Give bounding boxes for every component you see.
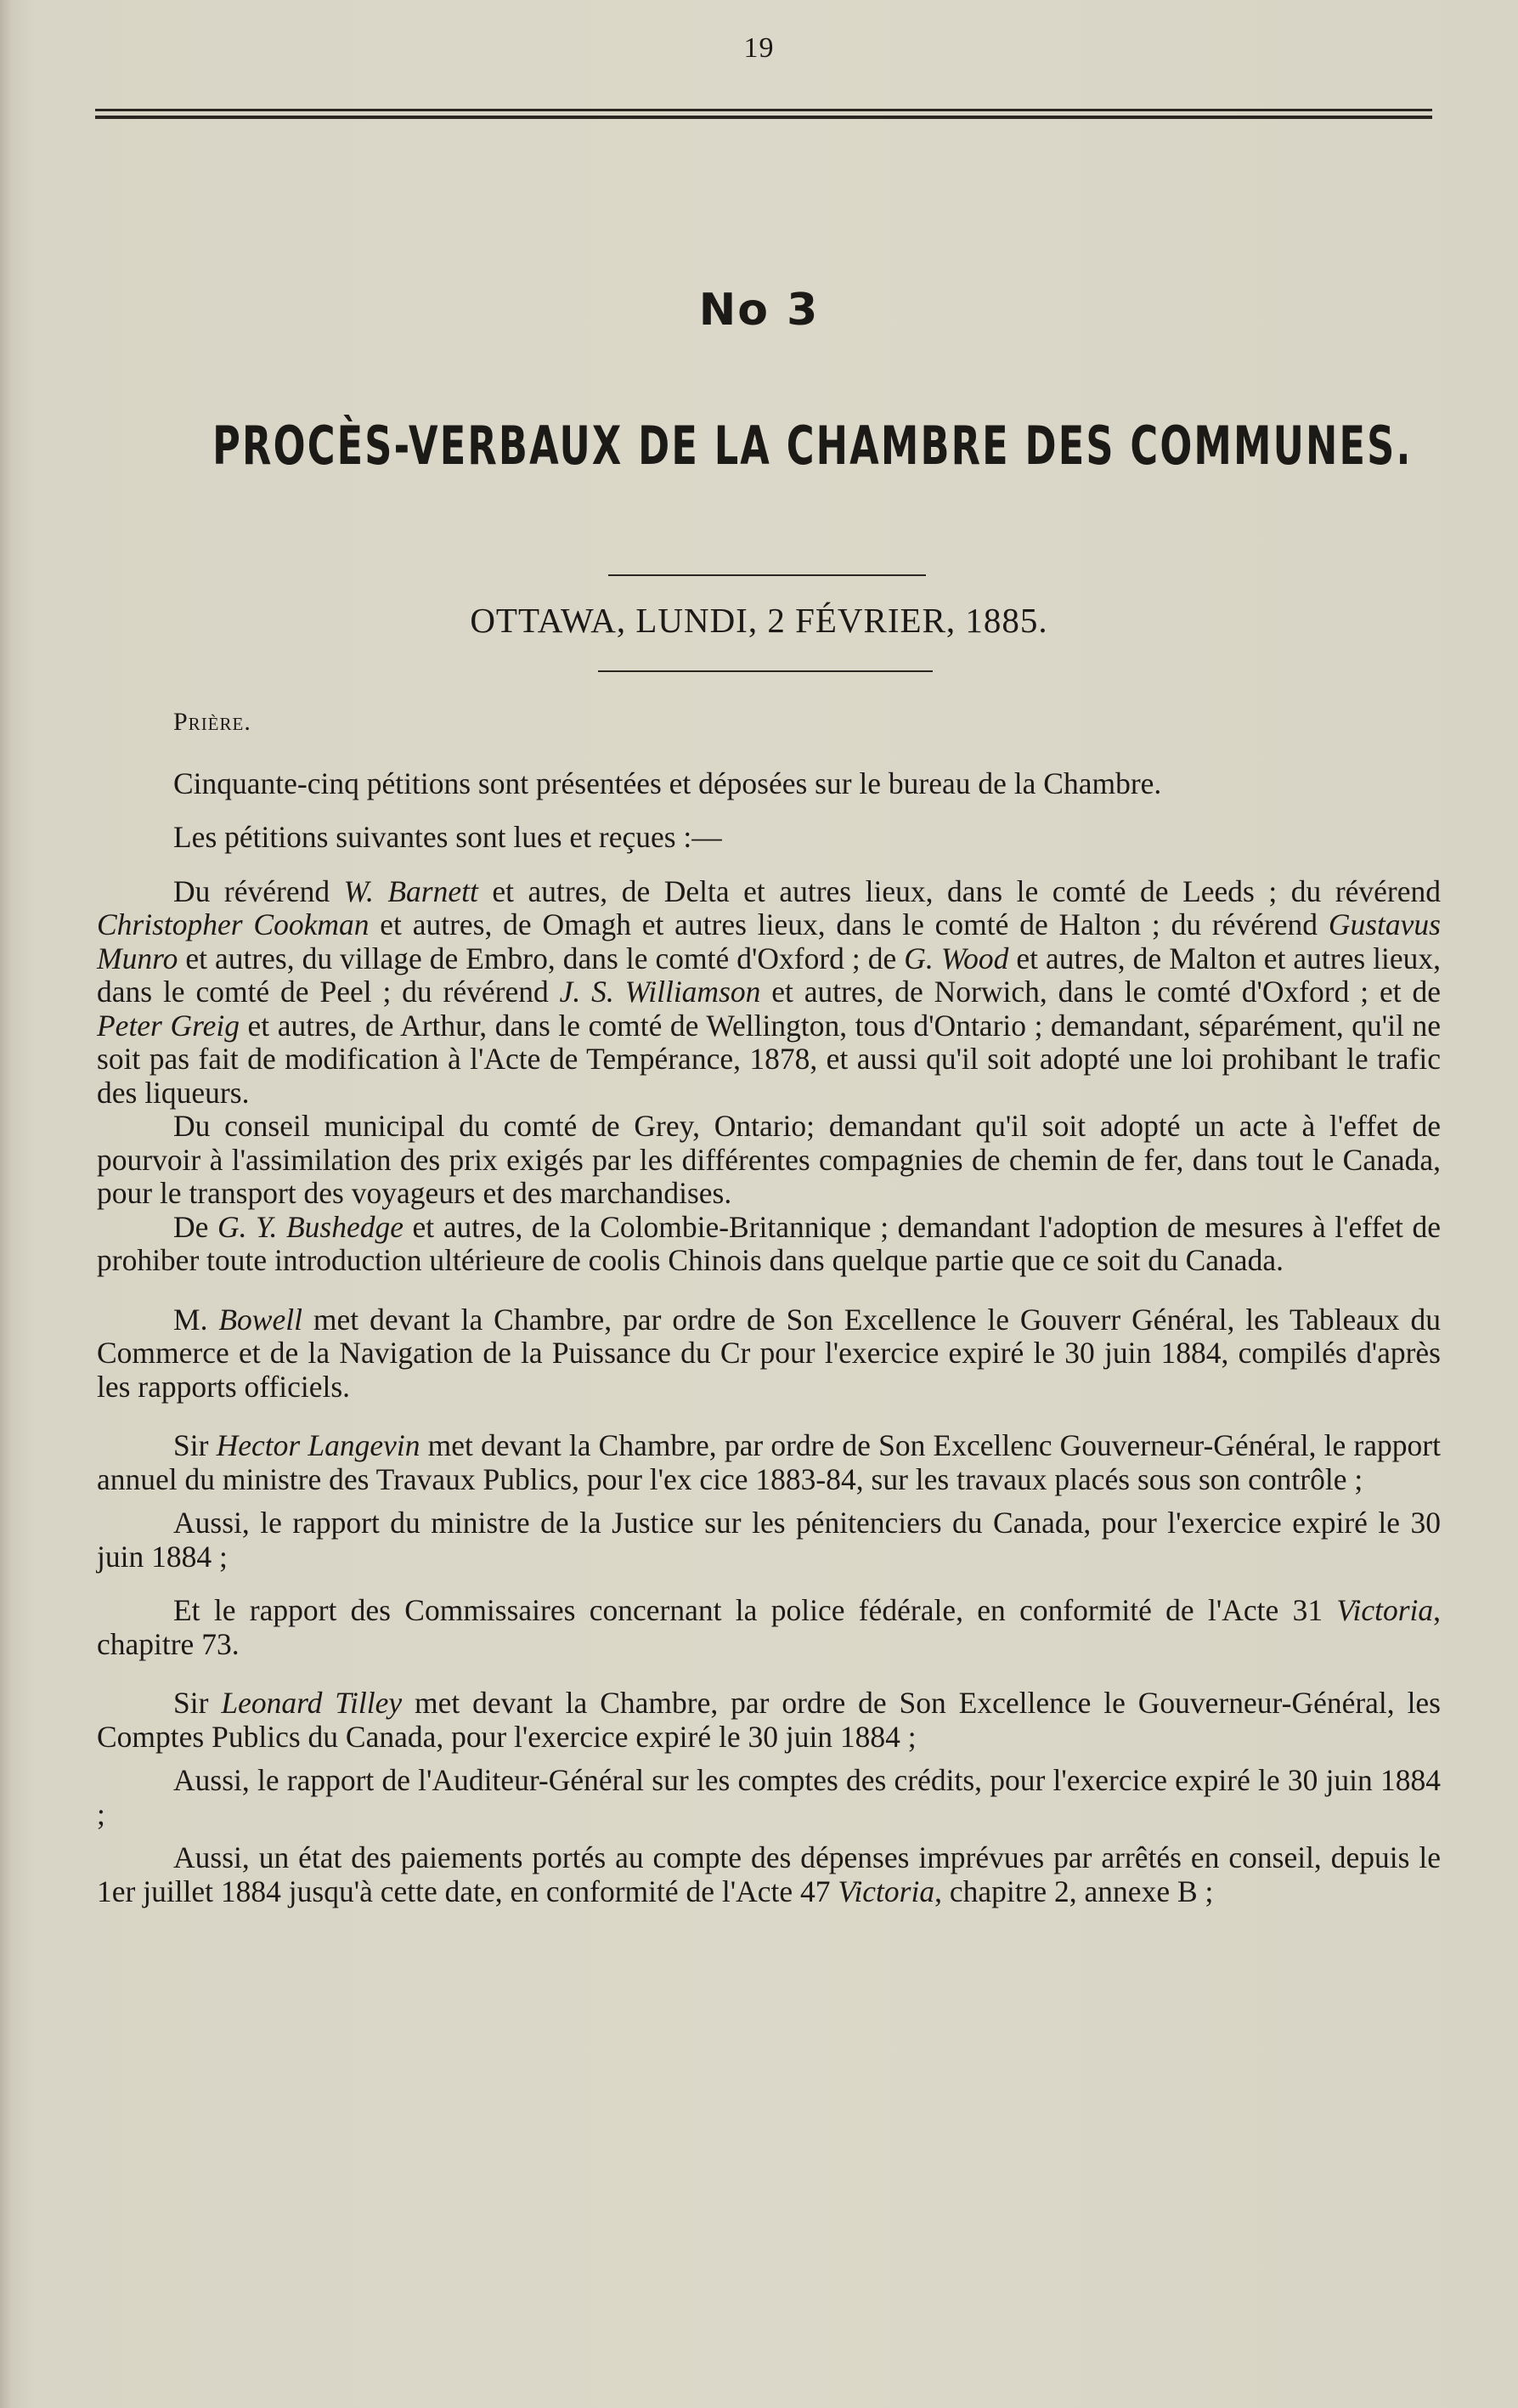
- paragraph: [97, 875, 1441, 1111]
- paragraph-text: et autres, de Omagh et autres lieux, dans le comté de Halton ; du révérend: [369, 907, 1329, 941]
- person-name: J. S. Williamson: [559, 975, 761, 1009]
- person-name: G. Wood: [904, 941, 1009, 975]
- paragraph-text: et autres, du village de Embro, dans le comté d'Oxford ; de: [178, 941, 905, 975]
- paragraph-text: met devant la Chambre, par ordre de Son Excellenc Gouverneur-Général, le rapport annuel du ministre des Travaux Publics, pour l'ex cice 1883-84, sur les travaux placés sous son contrôle ;: [97, 1428, 1441, 1496]
- paragraph-text: Du révérend: [173, 873, 344, 908]
- paragraph: [97, 1429, 1441, 1496]
- paragraph: [97, 1211, 1441, 1278]
- paragraph: [97, 767, 1441, 801]
- paragraph-text: , chapitre 2, annexe B ;: [934, 1874, 1214, 1908]
- act-reference: Victoria: [838, 1874, 935, 1908]
- paragraph-text: Aussi, le rapport du ministre de la Justice sur les pénitenciers du Canada, pour l'exercice expiré le 30 juin 1884 ;: [97, 1506, 1441, 1574]
- person-name: Leonard Tilley: [221, 1686, 403, 1720]
- title-rule-bottom: [598, 670, 933, 672]
- paragraph-text: Cinquante-cinq pétitions sont présentées et déposées sur le bureau de la Chambre.: [173, 766, 1162, 800]
- paragraph-text: Les pétitions suivantes sont lues et reçues :—: [173, 820, 722, 854]
- paragraph-text: met devant la Chambre, par ordre de Son Excellence le Gouverr Général, les Tableaux du Commerce et de la Navigation de la Puissance du Cr pour l'exercice expiré le 30 juin 1884, compilés d'après les rapports officiels.: [97, 1302, 1441, 1404]
- paragraph-text: Aussi, le rapport de l'Auditeur-Général sur les comptes des crédits, pour l'exercice expiré le 30 juin 1884 ;: [97, 1763, 1441, 1831]
- document-body: [97, 705, 1441, 1908]
- person-name: Gustavus Munro: [97, 907, 1441, 975]
- main-title: PROCÈS-VERBAUX DE LA CHAMBRE DES COMMUNES.: [212, 415, 1413, 477]
- paragraph: [97, 1764, 1441, 1831]
- paragraph-text: Aussi, un état des paiements portés au compte des dépenses imprévues par arrêtés en conseil, depuis le 1er juillet 1884 jusqu'à cette date, en conformité de l'Acte 47: [97, 1840, 1441, 1908]
- paragraph: [97, 1841, 1441, 1908]
- paragraph: [97, 1594, 1441, 1661]
- header-double-rule: [95, 109, 1432, 119]
- act-reference: Victoria: [1336, 1593, 1434, 1627]
- paragraph-text: Sir: [173, 1428, 217, 1462]
- paragraph-text: et autres, de Delta et autres lieux, dans le comté de Leeds ; du révérend: [477, 873, 1441, 908]
- person-name: Bowell: [218, 1302, 302, 1337]
- paragraph: [97, 1110, 1441, 1211]
- person-name: G. Y. Bushedge: [217, 1209, 403, 1244]
- page-number: 19: [743, 32, 775, 64]
- person-name: Christopher Cookman: [97, 907, 370, 941]
- paragraph-text: Du conseil municipal du comté de Grey, Ontario; demandant qu'il soit adopté un acte à l'effet de pourvoir à l'assimilation des prix exigés par les différentes compagnies de chemin de fer, dans tout le Canada, pour le transport des voyageurs et des marchandises.: [97, 1109, 1441, 1210]
- paragraph-text: Sir: [173, 1686, 222, 1720]
- person-name: W. Barnett: [343, 873, 478, 908]
- paragraph-text: et autres, de Norwich, dans le comté d'Oxford ; et de: [760, 975, 1441, 1009]
- title-rule-top: [608, 574, 926, 576]
- paragraph-text: et autres, de Arthur, dans le comté de Wellington, tous d'Ontario ; demandant, séparément, qu'il ne soit pas fait de modification à l'Acte de Tempérance, 1878, et aussi qu'il soit adopté une loi prohibant le trafic des liqueurs.: [97, 1008, 1441, 1110]
- section-heading: Prière.: [173, 708, 251, 736]
- paragraph-text: M.: [173, 1302, 219, 1337]
- dateline: OTTAWA, LUNDI, 2 FÉVRIER, 1885.: [470, 601, 1048, 640]
- paragraph-text: met devant la Chambre, par ordre de Son Excellence le Gouverneur-Général, les Comptes Publics du Canada, pour l'exercice expiré le 30 juin 1884 ;: [97, 1686, 1441, 1754]
- paragraph-text: et autres, de la Colombie-Britannique ; demandant l'adoption de mesures à l'effet de prohiber toute introduction ultérieure de coolis Chinois dans quelque partie que ce soit du Canada.: [97, 1209, 1441, 1277]
- paragraph: [97, 1506, 1441, 1574]
- paragraph-text: Et le rapport des Commissaires concernant la police fédérale, en conformité de l'Acte 31: [173, 1593, 1337, 1627]
- person-name: Peter Greig: [97, 1008, 240, 1043]
- person-name: Hector Langevin: [216, 1428, 420, 1462]
- paragraph: [97, 1687, 1441, 1754]
- number-title: No 3: [698, 285, 820, 336]
- paragraph-text: De: [173, 1209, 217, 1244]
- paragraph-text: , chapitre 73.: [97, 1593, 1441, 1661]
- paragraph: [97, 821, 1441, 855]
- paragraph-text: et autres, de Malton et autres lieux, dans le comté de Peel ; du révérend: [97, 941, 1442, 1009]
- paragraph: [97, 1303, 1441, 1405]
